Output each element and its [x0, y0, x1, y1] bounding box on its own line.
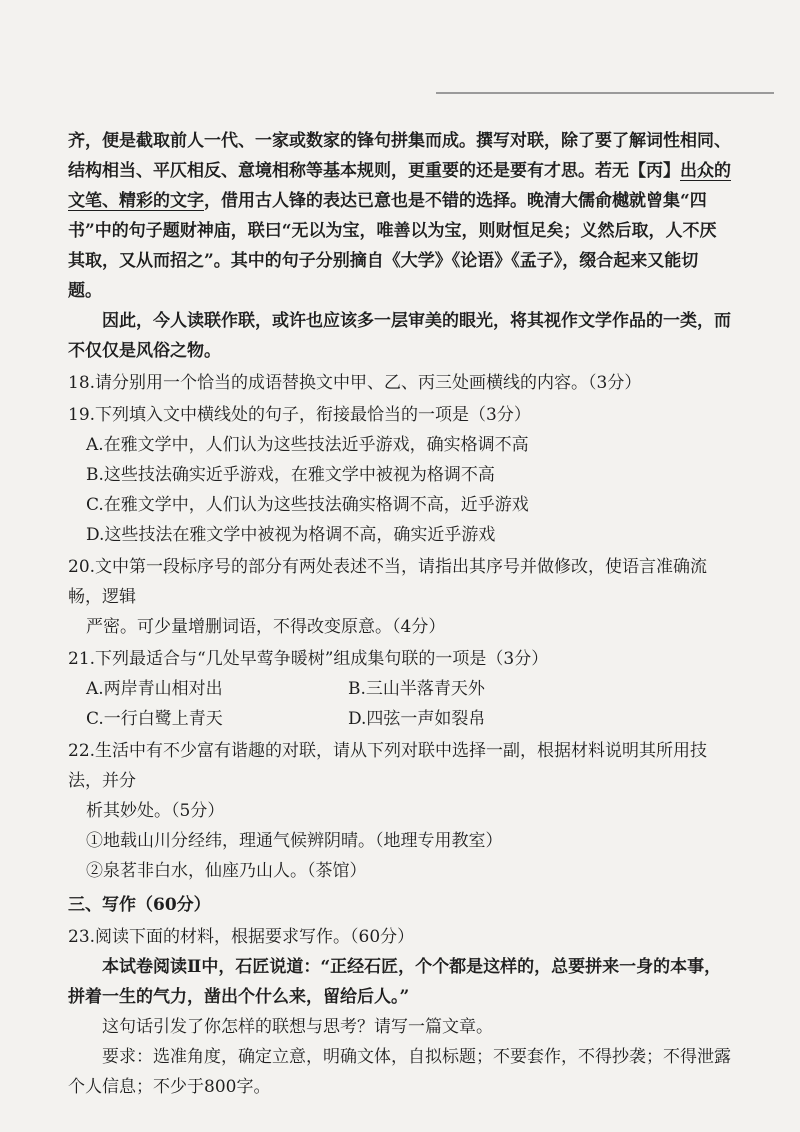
question-23-material: 本试卷阅读Ⅱ中，石匠说道：“正经石匠，个个都是这样的，总要拼来一身的本事，拼着一生的气力，凿出个什么来，留给后人。” [68, 957, 722, 1007]
question-21-stem: 21.下列最适合与“几处早莺争暖树”组成集句联的一项是（3分） [68, 649, 549, 669]
question-21-option: B.三山半落青天外 [348, 679, 485, 699]
section-writing-title: 三、写作（60分） [68, 895, 211, 915]
question-23-requirements: 要求：选准角度，确定立意，明确文体，自拟标题；不要套作，不得抄袭；不得泄露个人信息；不少于800字。 [68, 1047, 731, 1097]
question-22-couplet: ①地载山川分经纬，理通气候辨阴晴。（地理专用教室） [86, 831, 503, 851]
question-22-line1: 22.生活中有不少富有谐趣的对联，请从下列对联中选择一副，根据材料说明其所用技法，并分 [68, 741, 708, 791]
question-19-option: B.这些技法确实近乎游戏，在雅文学中被视为格调不高 [86, 465, 495, 485]
question-20-line1: 20.文中第一段标序号的部分有两处表述不当，请指出其序号并做修改，使语言准确流畅，逻辑 [68, 557, 708, 607]
question-22-line2: 析其妙处。（5分） [86, 801, 225, 821]
question-19-option: C.在雅文学中，人们认为这些技法确实格调不高，近乎游戏 [86, 495, 529, 515]
passage-text: 齐，便是截取前人一代、一家或数家的锋句拼集而成。撰写对联，除了要了解词性相同、结构相当、平仄相反、意境相称等基本规则，更重要的还是要有才思。若无【丙】 [68, 131, 731, 181]
question-19-option: A.在雅文学中，人们认为这些技法近乎游戏，确实格调不高 [86, 435, 529, 455]
question-23-prompt: 这句话引发了你怎样的联想与思考？请写一篇文章。 [102, 1017, 493, 1037]
passage-text: ，借用古人锋的表达已意也是不错的选择。晚清大儒俞樾就曾集“四书”中的句子题财神庙，联曰“无以为宝，唯善以为宝，则财恒足矣；义然后取，人不厌其取，又从而招之”。其中的句子分别摘自《大学》《论语》《孟子》，缀合起来又能切题。 [68, 191, 717, 301]
question-19-option: D.这些技法在雅文学中被视为格调不高，确实近乎游戏 [86, 525, 496, 545]
exam-page [68, 126, 732, 1102]
question-23-stem: 23.阅读下面的材料，根据要求写作。（60分） [68, 927, 415, 947]
question-21-options-row [68, 704, 732, 734]
question-21-option: D.四弦一声如裂帛 [348, 709, 486, 729]
underlined-phrase-bing: 出众的文笔、精彩的文字 [68, 161, 731, 211]
question-20 [68, 552, 732, 612]
question-20-line2: 严密。可少量增删词语，不得改变原意。（4分） [86, 617, 446, 637]
question-22-couplet: ②泉茗非白水，仙座乃山人。（茶馆） [86, 861, 367, 881]
question-21-options-row [68, 674, 732, 704]
passage-paragraph-1 [68, 126, 732, 306]
passage-paragraph-2: 因此，今人读联作联，或许也应该多一层审美的眼光，将其视作文学作品的一类，而不仅仅是风俗之物。 [68, 311, 731, 361]
question-21-option: A.两岸青山相对出 [86, 679, 223, 699]
question-21-option: C.一行白鹭上青天 [86, 709, 223, 729]
question-18: 18.请分别用一个恰当的成语替换文中甲、乙、丙三处画横线的内容。（3分） [68, 373, 642, 393]
question-19-stem: 19.下列填入文中横线处的句子，衔接最恰当的一项是（3分） [68, 405, 531, 425]
header-rule [436, 92, 774, 94]
